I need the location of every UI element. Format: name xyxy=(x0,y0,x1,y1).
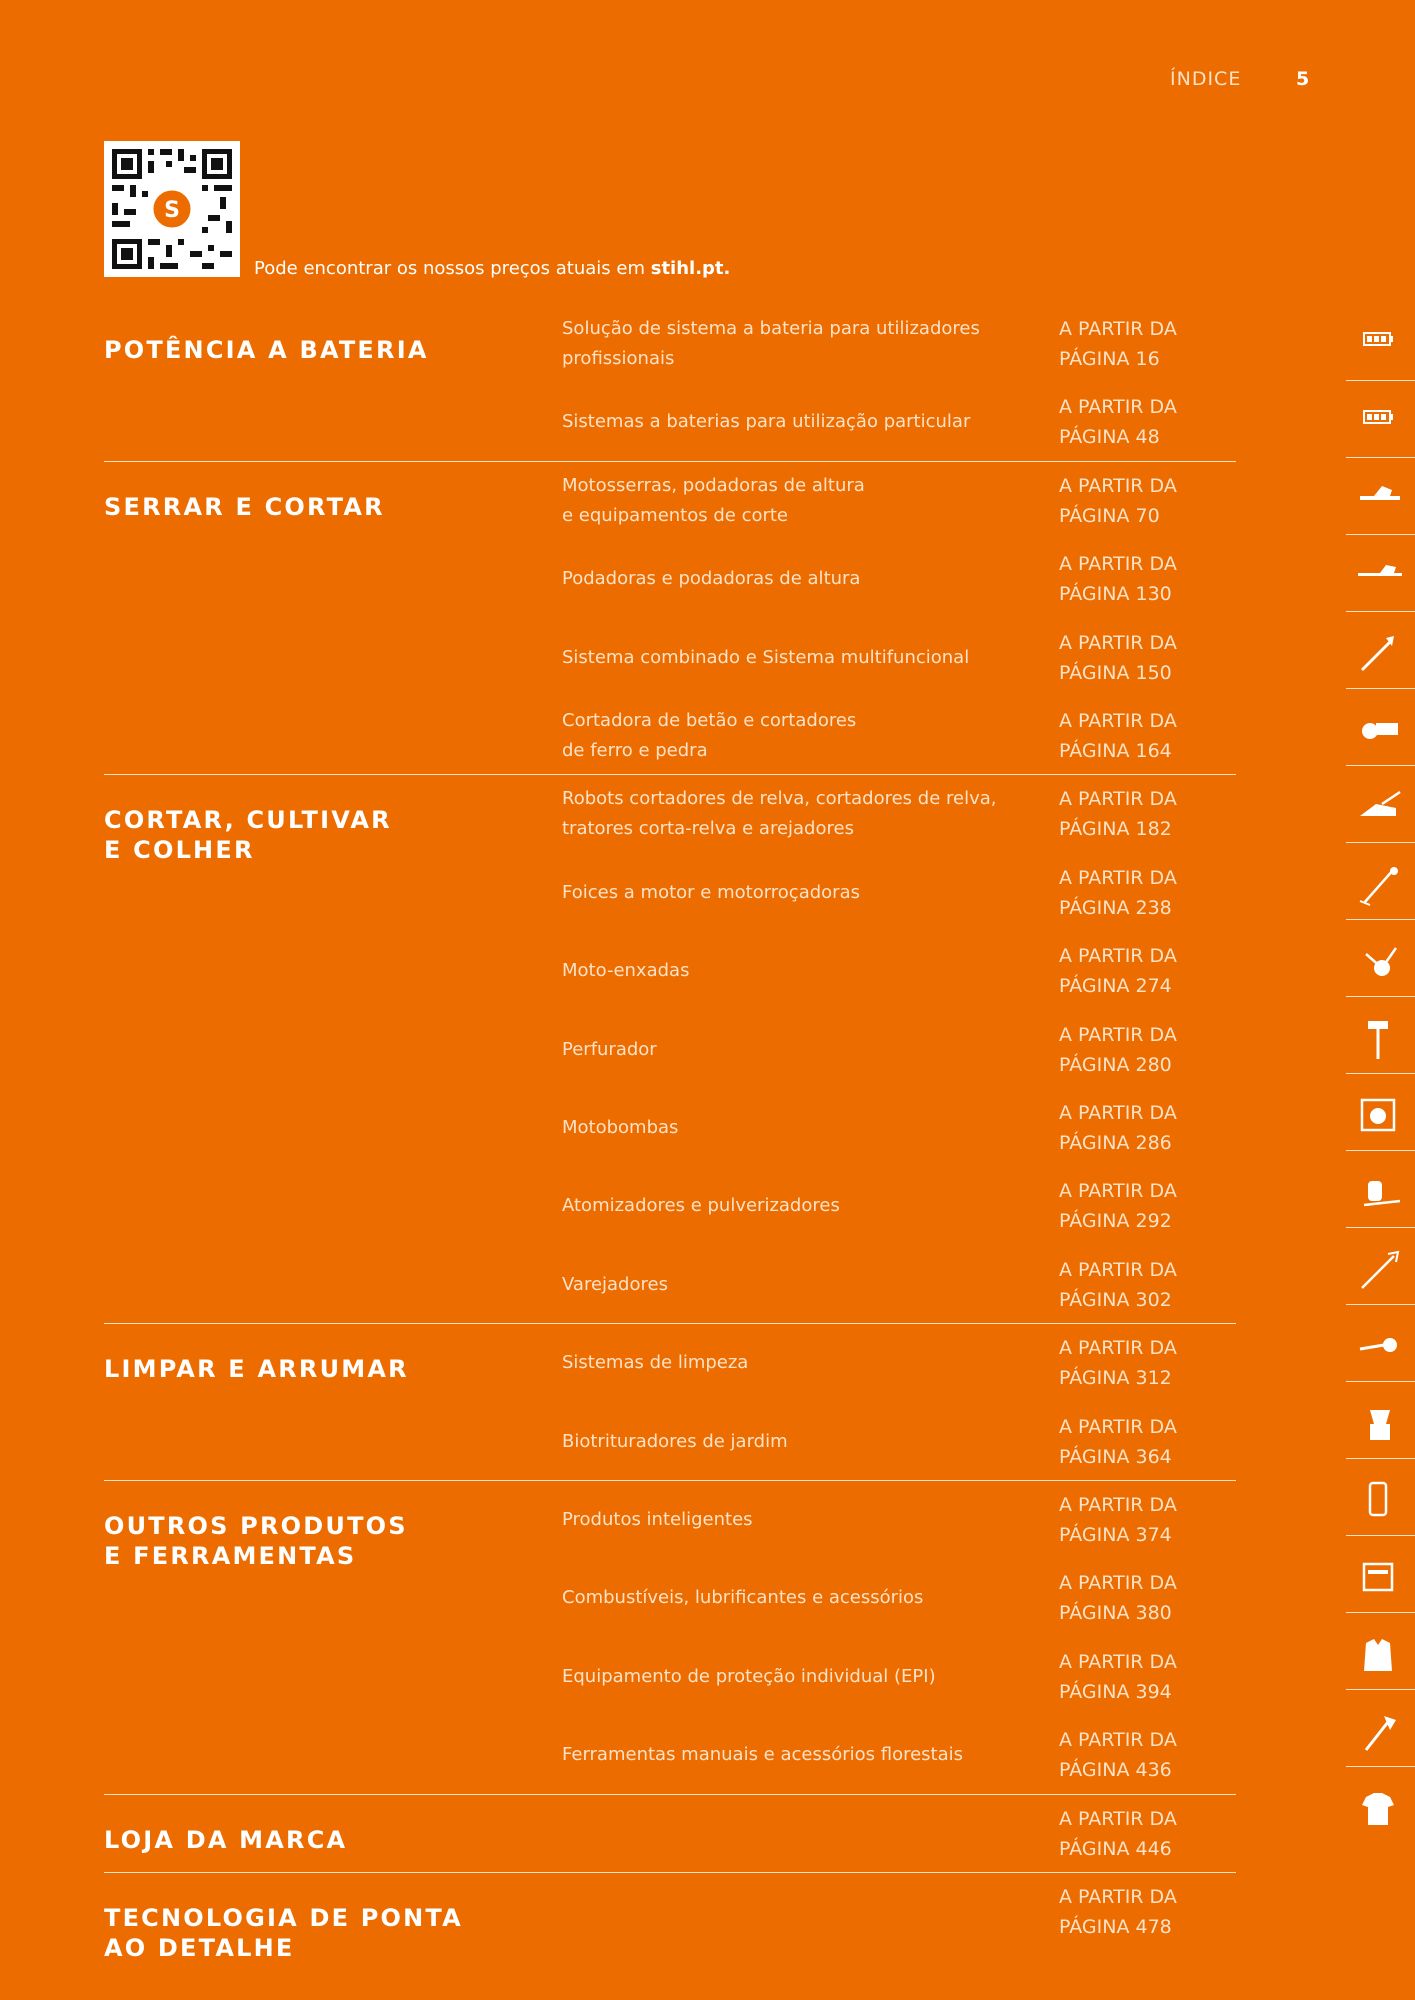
toc-page-reference: A PARTIR DA PÁGINA 380 xyxy=(1059,1572,1177,1625)
side-icon-cell[interactable] xyxy=(1346,919,1415,996)
side-icon-cell[interactable] xyxy=(1346,842,1415,919)
toc-page-reference: A PARTIR DA PÁGINA 286 xyxy=(1059,1101,1177,1154)
group-title[interactable]: LIMPAR E ARRUMAR xyxy=(104,1355,409,1384)
toc-page-reference: A PARTIR DA PÁGINA 364 xyxy=(1059,1415,1177,1468)
toc-page-reference: A PARTIR DA PÁGINA 164 xyxy=(1059,709,1177,762)
toc-page-reference: A PARTIR DA PÁGINA 16 xyxy=(1059,318,1177,370)
cut-off-saw-icon xyxy=(1356,709,1402,755)
harvester-icon xyxy=(1356,1248,1402,1294)
toc-row[interactable] xyxy=(104,854,1236,932)
toc-row[interactable] xyxy=(104,1481,1236,1559)
side-icon-cell[interactable] xyxy=(1346,765,1415,842)
toc-row[interactable] xyxy=(104,1403,1236,1481)
group-title[interactable]: CORTAR, CULTIVAR E COLHER xyxy=(104,806,392,865)
toc-item-description: Sistema combinado e Sistema multifuncional xyxy=(562,646,970,668)
toc-item-description: Ferramentas manuais e acessórios florestais xyxy=(562,1744,964,1766)
side-icon-cell[interactable] xyxy=(1346,1227,1415,1304)
toc-item-description: Varejadores xyxy=(562,1273,668,1295)
toc-page-reference: A PARTIR DA PÁGINA 182 xyxy=(1059,788,1177,841)
toc-row[interactable] xyxy=(104,1089,1236,1167)
side-icon-cell[interactable] xyxy=(1346,457,1415,534)
side-icon-cell[interactable] xyxy=(1346,303,1415,380)
side-icon-cell[interactable] xyxy=(1346,611,1415,688)
toc-row[interactable] xyxy=(104,775,1236,853)
toc-page-reference: A PARTIR DA PÁGINA 292 xyxy=(1059,1180,1177,1233)
combi-system-icon xyxy=(1356,632,1402,678)
price-note-text: Pode encontrar os nossos preços atuais em xyxy=(254,258,651,279)
toc-row[interactable] xyxy=(104,462,1236,540)
group-title[interactable]: TECNOLOGIA DE PONTA AO DETALHE xyxy=(104,1904,463,1962)
toc-page-reference: A PARTIR DA PÁGINA 70 xyxy=(1059,474,1177,527)
brushcutter-icon xyxy=(1356,863,1402,909)
toc-item-description: Perfurador xyxy=(562,1038,657,1060)
side-icon-cell[interactable] xyxy=(1346,1766,1415,1843)
toc-item-description: Combustíveis, lubrificantes e acessórios xyxy=(562,1587,924,1609)
toc-group xyxy=(104,1872,1236,1962)
blower-icon xyxy=(1356,1325,1402,1371)
page-number: 5 xyxy=(1296,68,1310,90)
toc-group xyxy=(104,461,1236,776)
toc-row[interactable] xyxy=(104,697,1236,775)
smartphone-icon xyxy=(1356,1479,1402,1525)
toc-row[interactable] xyxy=(104,383,1236,461)
toc-item-description: Foices a motor e motorroçadoras xyxy=(562,881,860,903)
toc-group xyxy=(104,1480,1236,1795)
pole-pruner-icon xyxy=(1356,555,1402,601)
toc-item-description xyxy=(562,1795,1022,1873)
toc-item-description: Motobombas xyxy=(562,1116,679,1138)
side-icon-cell[interactable] xyxy=(1346,1073,1415,1150)
toc-page-reference: A PARTIR DA PÁGINA 48 xyxy=(1059,396,1177,449)
toc-row[interactable] xyxy=(104,1011,1236,1089)
toc-row[interactable] xyxy=(104,305,1236,383)
toc-row[interactable] xyxy=(104,540,1236,618)
side-icon-cell[interactable] xyxy=(1346,1381,1415,1458)
side-icon-column xyxy=(1346,303,1415,1843)
side-icon-cell[interactable] xyxy=(1346,1689,1415,1766)
earth-auger-icon xyxy=(1356,1017,1402,1063)
toc-group xyxy=(104,305,1236,462)
side-icon-cell[interactable] xyxy=(1346,1612,1415,1689)
toc-page-reference: A PARTIR DA PÁGINA 238 xyxy=(1059,866,1177,919)
battery-icon xyxy=(1356,323,1402,369)
toc-row[interactable] xyxy=(104,1795,1236,1873)
toc-item-description: Solução de sistema a bateria para utilizadores profissionais xyxy=(562,318,980,369)
toc-item-description: Cortadora de betão e cortadores de ferro e pedra xyxy=(562,709,857,761)
qr-code[interactable] xyxy=(104,141,240,277)
tshirt-icon xyxy=(1356,1787,1402,1833)
tiller-icon xyxy=(1356,940,1402,986)
toc-item-description: Robots cortadores de relva, cortadores de relva, tratores corta-relva e arejadores xyxy=(562,788,997,840)
side-icon-cell[interactable] xyxy=(1346,534,1415,611)
toc-page-reference: A PARTIR DA PÁGINA 280 xyxy=(1059,1023,1177,1076)
toc-row[interactable] xyxy=(104,932,1236,1010)
toc-page-reference: A PARTIR DA PÁGINA 478 xyxy=(1059,1886,1177,1938)
protective-jacket-icon xyxy=(1356,1633,1402,1679)
toc-row[interactable] xyxy=(104,1167,1236,1245)
side-icon-cell[interactable] xyxy=(1346,1304,1415,1381)
axe-icon xyxy=(1356,1710,1402,1756)
toc-page-reference: A PARTIR DA PÁGINA 130 xyxy=(1059,553,1177,606)
chainsaw-icon xyxy=(1356,478,1402,524)
group-title[interactable]: OUTROS PRODUTOS E FERRAMENTAS xyxy=(104,1512,408,1570)
toc-row[interactable] xyxy=(104,1638,1236,1716)
toc-item-description: Motosserras, podadoras de altura e equipamentos de corte xyxy=(562,474,865,526)
sprayer-icon xyxy=(1356,1171,1402,1217)
toc-row[interactable] xyxy=(104,1559,1236,1637)
toc-row[interactable] xyxy=(104,1246,1236,1324)
toc-page-reference: A PARTIR DA PÁGINA 374 xyxy=(1059,1494,1177,1546)
toc-page-reference: A PARTIR DA PÁGINA 436 xyxy=(1059,1729,1177,1782)
svg-text:S: S xyxy=(164,198,180,223)
toc-page-reference: A PARTIR DA PÁGINA 274 xyxy=(1059,945,1177,998)
fuel-can-icon xyxy=(1356,1556,1402,1602)
toc-group xyxy=(104,1323,1236,1481)
toc-row[interactable] xyxy=(104,1324,1236,1402)
group-title[interactable]: POTÊNCIA A BATERIA xyxy=(104,336,429,364)
group-title[interactable]: LOJA DA MARCA xyxy=(104,1825,348,1854)
toc-item-description: Podadoras e podadoras de altura xyxy=(562,568,861,590)
toc-item-description xyxy=(562,1873,1022,1951)
toc-group xyxy=(104,774,1236,1324)
side-icon-cell[interactable] xyxy=(1346,380,1415,457)
group-title[interactable]: SERRAR E CORTAR xyxy=(104,492,385,521)
side-icon-cell[interactable] xyxy=(1346,996,1415,1073)
battery-icon xyxy=(1356,401,1402,447)
toc-page-reference: A PARTIR DA PÁGINA 312 xyxy=(1059,1337,1177,1390)
side-icon-cell[interactable] xyxy=(1346,688,1415,765)
toc-page-reference: A PARTIR DA PÁGINA 150 xyxy=(1059,631,1177,684)
toc-item-description: Biotrituradores de jardim xyxy=(562,1430,788,1452)
toc-item-description: Moto-enxadas xyxy=(562,960,690,982)
price-note-link[interactable]: stihl.pt. xyxy=(650,258,731,279)
toc-page-reference: A PARTIR DA PÁGINA 446 xyxy=(1059,1807,1177,1860)
shredder-icon xyxy=(1356,1402,1402,1448)
toc-item-description: Equipamento de proteção individual (EPI) xyxy=(562,1665,936,1687)
toc-page-reference: A PARTIR DA PÁGINA 394 xyxy=(1059,1650,1177,1703)
water-pump-icon xyxy=(1356,1094,1402,1140)
toc-group xyxy=(104,1794,1236,1873)
toc-item-description: Produtos inteligentes xyxy=(562,1509,753,1530)
side-icon-cell[interactable] xyxy=(1346,1150,1415,1227)
header-section-label: ÍNDICE xyxy=(1170,68,1242,90)
price-note xyxy=(254,258,730,279)
side-icon-cell[interactable] xyxy=(1346,1535,1415,1612)
toc-page-reference: A PARTIR DA PÁGINA 302 xyxy=(1059,1258,1177,1311)
toc-row[interactable] xyxy=(104,1873,1236,1951)
toc-item-description: Atomizadores e pulverizadores xyxy=(562,1195,840,1217)
side-icon-cell[interactable] xyxy=(1346,1458,1415,1535)
toc-row[interactable] xyxy=(104,1716,1236,1794)
qr-code-icon xyxy=(104,141,240,277)
toc-item-description: Sistemas de limpeza xyxy=(562,1352,749,1374)
lawn-mower-icon xyxy=(1356,786,1402,832)
toc-item-description: Sistemas a baterias para utilização particular xyxy=(562,411,971,433)
toc-row[interactable] xyxy=(104,619,1236,697)
